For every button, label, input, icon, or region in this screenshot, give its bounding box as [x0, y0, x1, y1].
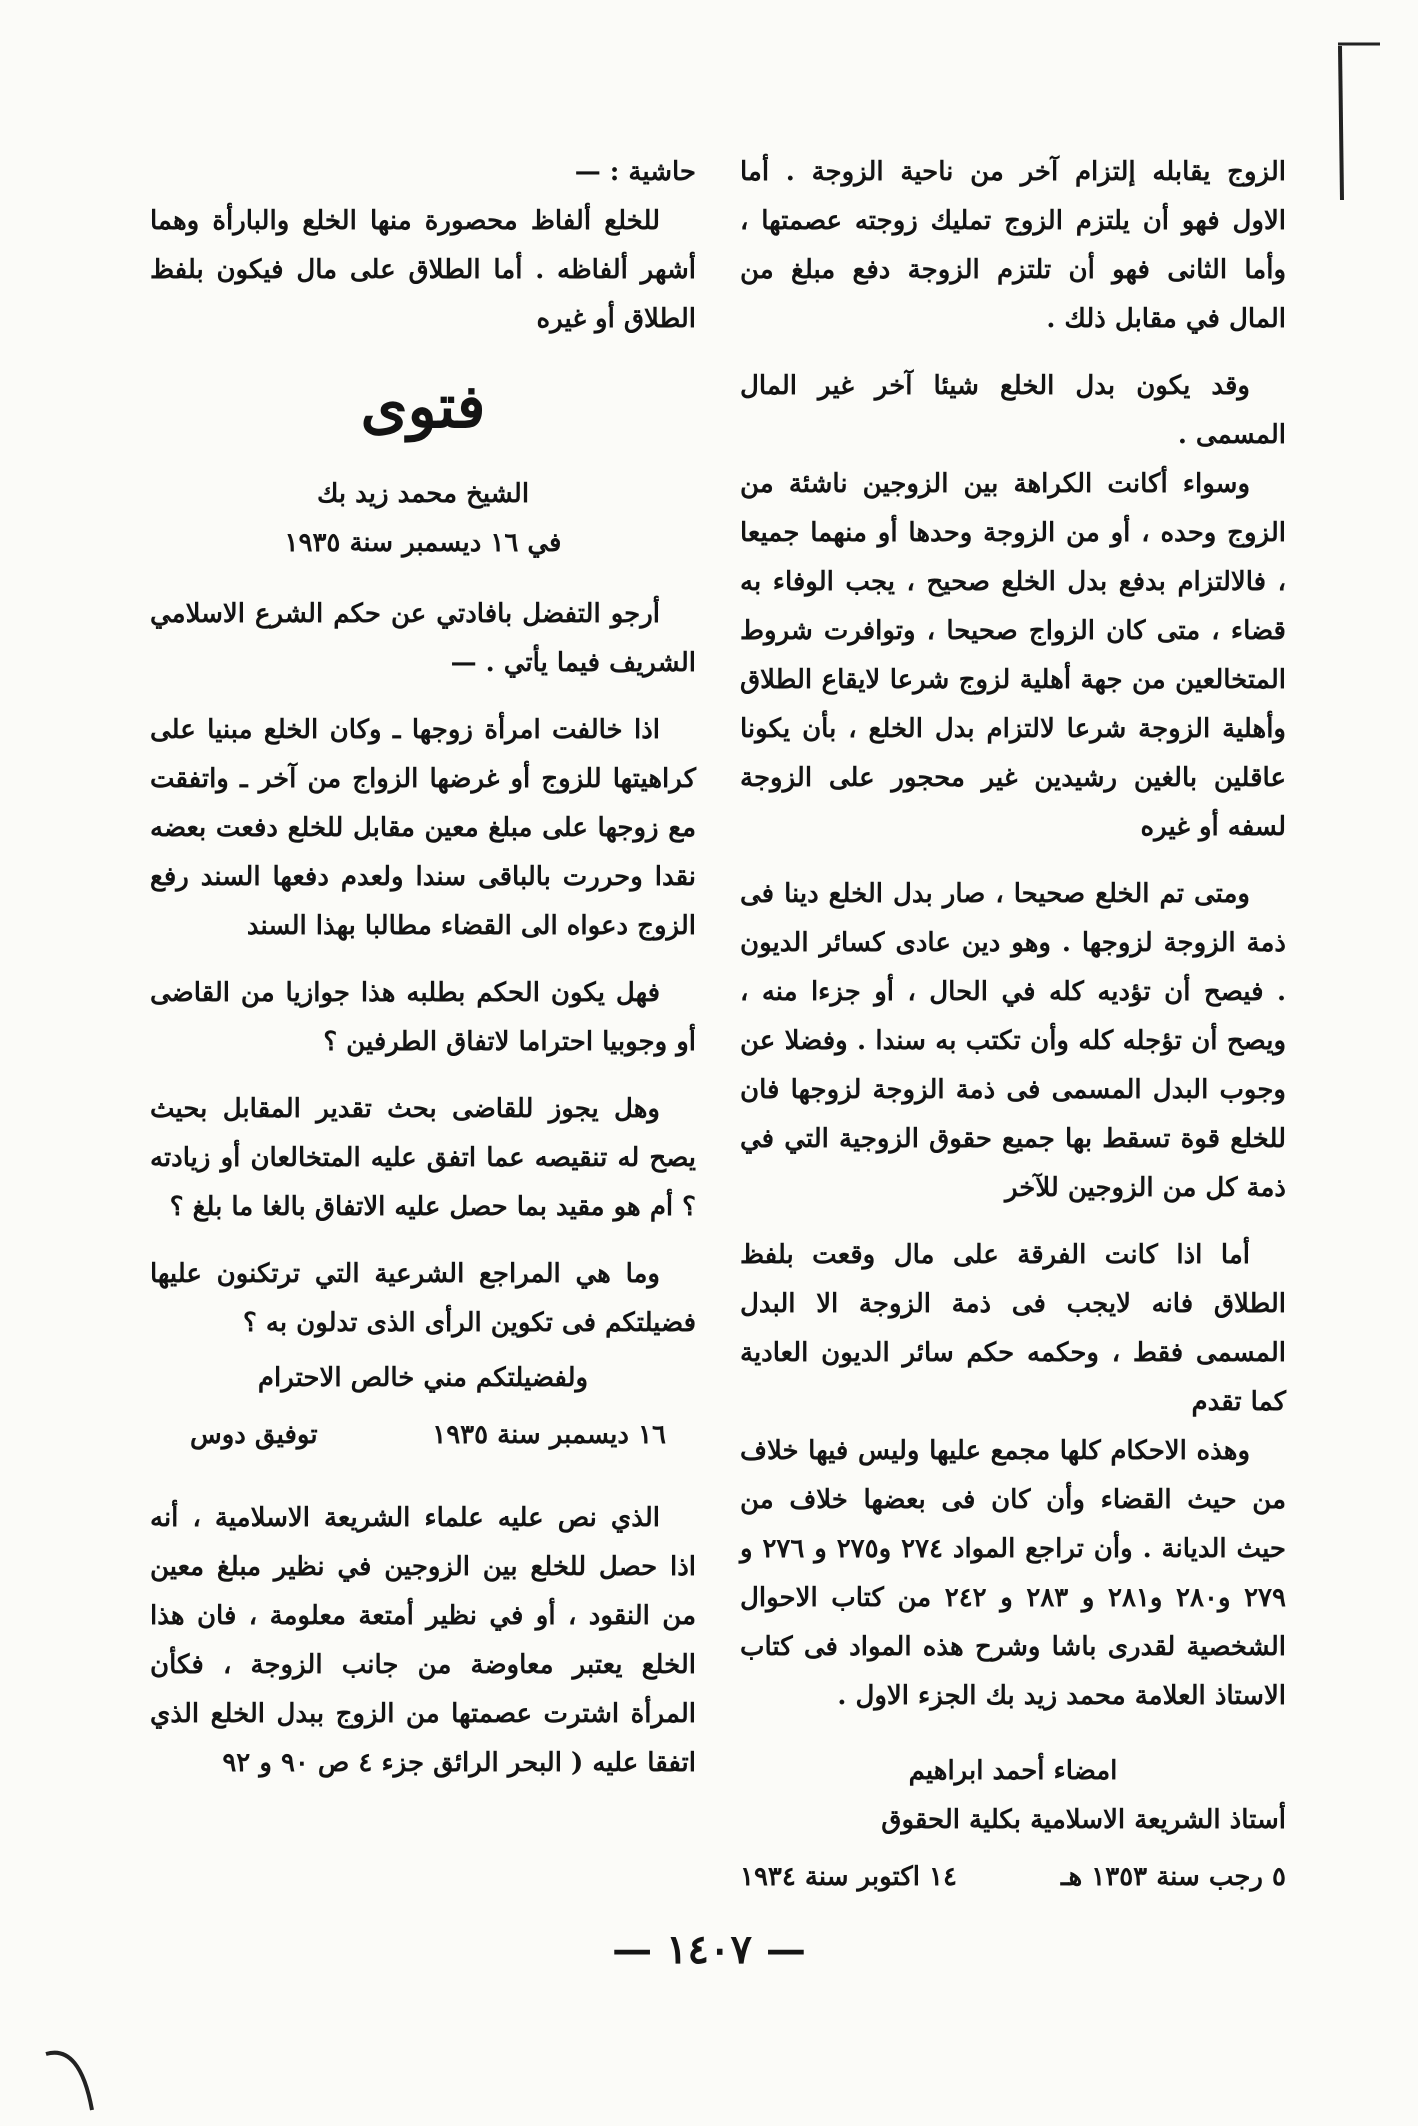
signature-name: امضاء أحمد ابراهيم: [908, 1756, 1118, 1786]
fatwa-title: فتوى: [360, 372, 486, 442]
paragraph: وهذه الاحكام كلها مجمع عليها وليس فيها خلاف من حيث القضاء وأن كان فى بعضها خلاف من حيث الديانة . وأن تراجع المواد ٢٧٤ و٢٧٥ و ٢٧٦ و ٢٧٩ و٢٨٠ و٢٨١ و ٢٨٣ و ٢٤٢ من كتاب الاحوال الشخصية لقدرى باشا وشرح هذه المواد فى كتاب الاستاذ العلامة محمد زيد بك الجزء الاول .: [740, 1436, 1286, 1711]
left-column: [150, 148, 696, 1806]
fatwa-author: الشيخ محمد زيد بك: [316, 479, 530, 509]
question-paragraph: فهل يكون الحكم بطلبه هذا جوازيا من القاضى أو وجوبيا احتراما لاتفاق الطرفين ؟: [150, 978, 696, 1057]
question-paragraph: اذا خالفت امرأة زوجها ـ وكان الخلع مبنيا على كراهيتها للزوج أو غرضها الزواج من آخر ـ واتفقت مع زوجها على مبلغ معين مقابل للخلع دفعت بعضه نقدا وحررت بالباقى سندا ولعدم دفعها السند رفع الزوج دعواه الى القضاء مطالبا بهذا السند: [150, 715, 696, 941]
paragraph: ومتى تم الخلع صحيحا ، صار بدل الخلع دينا فى ذمة الزوجة لزوجها . وهو دين عادى كسائر الديون . فيصح أن تؤديه كله في الحال ، أو جزءا منه ، ويصح أن تؤجله كله وأن تكتب به سندا . وفضلا عن وجوب البدل المسمى فى ذمة الزوجة لزوجها فان للخلع قوة تسقط بها جميع حقوق الزوجية التي في ذمة كل من الزوجين للآخر: [740, 879, 1286, 1203]
page-number: — ١٤٠٧ —: [612, 1926, 806, 1973]
signature-title: أستاذ الشريعة الاسلامية بكلية الحقوق: [881, 1805, 1286, 1835]
paragraph: وسواء أكانت الكراهة بين الزوجين ناشئة من الزوج وحده ، أو من الزوجة وحدها أو منهما جميعا ، فالالتزام بدفع بدل الخلع صحيح ، يجب الوفاء به قضاء ، متى كان الزواج صحيحا ، وتوافرت شروط المتخالعين من جهة أهلية لزوج شرعا لايقاع الطلاق وأهلية الزوجة شرعا لالتزام بدل الخلع ، بأن يكونا عاقلين بالغين رشيدين غير محجور على الزوجة لسفه أو غيره: [740, 469, 1286, 842]
answer-paragraph: الذي نص عليه علماء الشريعة الاسلامية ، أنه اذا حصل للخلع بين الزوجين في نظير مبلغ معين من النقود ، أو في نظير أمتعة معلومة ، فان هذا الخلع يعتبر معاوضة من جانب الزوجة ، فكأن المرأة اشترت عصمتها من الزوج ببدل الخلع الذي اتفقا عليه ( البحر الرائق جزء ٤ ص ٩٠ و ٩٢: [150, 1503, 696, 1778]
right-column: [740, 148, 1286, 1902]
paragraph: أما اذا كانت الفرقة على مال وقعت بلفظ الطلاق فانه لايجب فى ذمة الزوجة الا البدل المسمى فقط ، وحكمه حكم سائر الديون العادية كما تقدم: [740, 1240, 1286, 1417]
footnote-heading: حاشية : —: [574, 157, 696, 187]
scan-corner-mark: [40, 2040, 100, 2120]
question-paragraph: أرجو التفضل بافادتي عن حكم الشرع الاسلامي الشريف فيما يأتي . —: [150, 599, 696, 678]
signature-block: [740, 1747, 1286, 1902]
question-sign-date: ١٦ ديسمبر سنة ١٩٣٥: [432, 1420, 666, 1450]
fatwa-date: في ١٦ ديسمبر سنة ١٩٣٥: [284, 528, 562, 558]
paragraph: الزوج يقابله إلتزام آخر من ناحية الزوجة . أما الاول فهو أن يلتزم الزوج تمليك زوجته عصمتها ، وأما الثانى فهو أن تلتزم الزوجة دفع مبلغ من المال في مقابل ذلك .: [740, 157, 1286, 334]
paragraph: وقد يكون بدل الخلع شيئا آخر غير المال المسمى .: [740, 371, 1286, 450]
question-sign-name: توفيق دوس: [190, 1420, 318, 1450]
question-paragraph: وهل يجوز للقاضى بحث تقدير المقابل بحيث يصح له تنقيصه عما اتفق عليه المتخالعان أو زيادته ؟ أم هو مقيد بما حصل عليه الاتفاق بالغا ما بلغ ؟: [150, 1094, 696, 1222]
signature-dates: [740, 1853, 1286, 1902]
footnote-text: للخلع ألفاظ محصورة منها الخلع والبارأة وهما أشهر ألفاظه . أما الطلاق على مال فيكون بلفظ الطلاق أو غيره: [150, 206, 696, 334]
scan-edge-mark: [1330, 40, 1390, 210]
question-paragraph: وما هي المراجع الشرعية التي ترتكنون عليها فضيلتكم فى تكوين الرأى الذى تدلون به ؟: [150, 1259, 696, 1338]
closing-line: ولفضيلتكم مني خالص الاحترام: [257, 1363, 589, 1393]
signature-date-hijri: ٥ رجب سنة ١٣٥٣ هـ: [1060, 1862, 1286, 1892]
question-signature: [150, 1411, 696, 1460]
signature-date-gregorian: ١٤ اكتوبر سنة ١٩٣٤: [740, 1862, 957, 1892]
